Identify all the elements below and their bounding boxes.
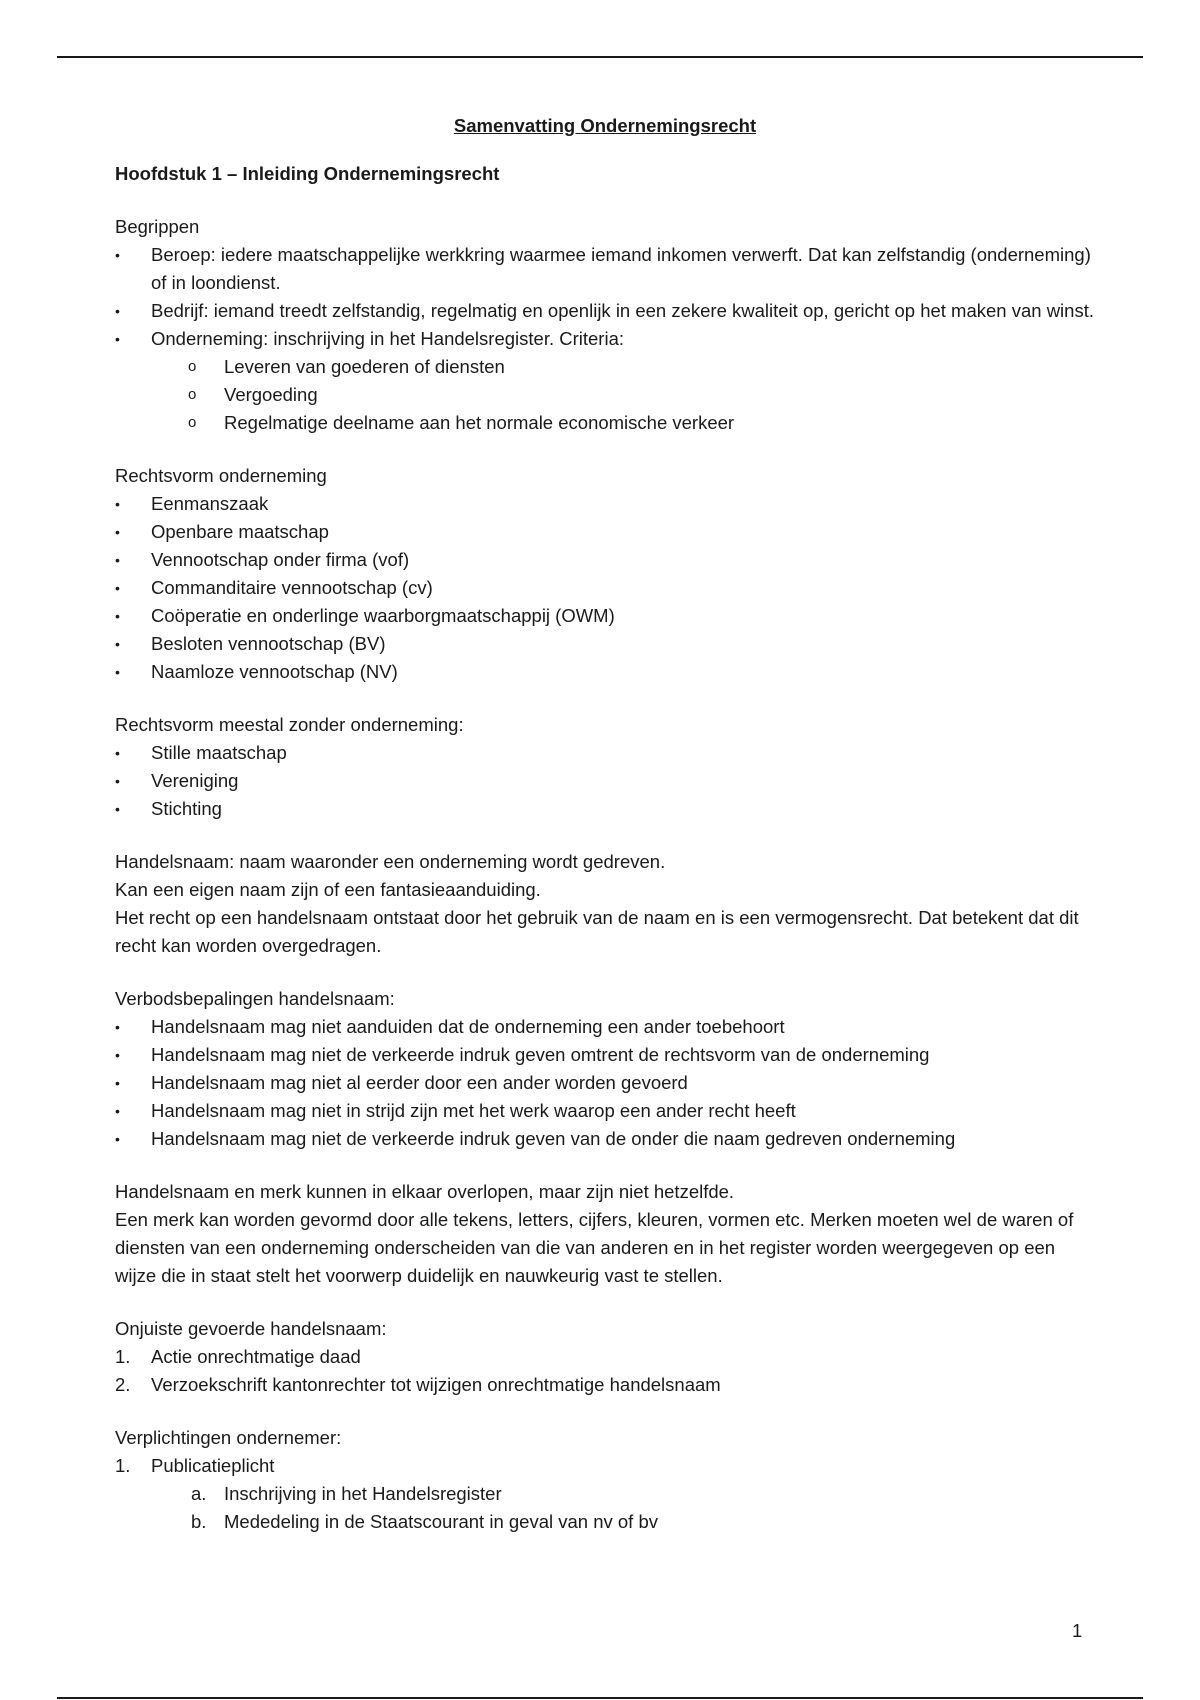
- list-item: [115, 658, 1095, 686]
- list-item-text: Vennootschap onder firma (vof): [151, 549, 410, 570]
- sub-list-item-text: Inschrijving in het Handelsregister: [224, 1483, 502, 1504]
- bullet-icon: •: [115, 745, 120, 761]
- footer-rule: [57, 1697, 1143, 1699]
- list-item-text: Handelsnaam mag niet de verkeerde indruk geven omtrent de rechtsvorm van de onderneming: [151, 1044, 930, 1065]
- list-item-text: Naamloze vennootschap (NV): [151, 661, 398, 682]
- bullet-icon: •: [115, 773, 120, 789]
- list-item-text: Verzoekschrift kantonrechter tot wijzigen onrechtmatige handelsnaam: [151, 1374, 721, 1395]
- sub-list-item: [115, 409, 1095, 437]
- section-merk: [115, 1178, 1095, 1290]
- list-item-text: Stichting: [151, 798, 222, 819]
- list-item: [115, 1452, 1095, 1536]
- numbered-list: [115, 1343, 1095, 1399]
- bullet-icon: •: [115, 1075, 120, 1091]
- list-number: 2.: [115, 1374, 131, 1395]
- section-heading: Verplichtingen ondernemer:: [115, 1427, 342, 1448]
- list-item: [115, 546, 1095, 574]
- section-handelsnaam: [115, 848, 1095, 960]
- sub-list-item-text: Regelmatige deelname aan het normale economische verkeer: [224, 412, 735, 433]
- sub-list-item: [115, 353, 1095, 381]
- list-item: [115, 1097, 1095, 1125]
- bullet-list: [115, 1013, 1095, 1153]
- list-item: [115, 1371, 1095, 1399]
- bullet-icon: •: [115, 636, 120, 652]
- section-verplichtingen: [115, 1424, 1095, 1536]
- bullet-icon: •: [115, 580, 120, 596]
- list-item: [115, 1013, 1095, 1041]
- bullet-icon: •: [115, 303, 120, 319]
- list-item: [115, 1069, 1095, 1097]
- list-item-text: Coöperatie en onderlinge waarborgmaatschappij (OWM): [151, 605, 615, 626]
- list-item: [115, 574, 1095, 602]
- section-verbodsbepalingen: [115, 985, 1095, 1153]
- list-item-text: Eenmanszaak: [151, 493, 269, 514]
- list-letter: a.: [191, 1483, 207, 1504]
- paragraph: Het recht op een handelsnaam ontstaat door het gebruik van de naam en is een vermogensrecht. Dat betekent dat dit recht kan worden overgedragen.: [115, 907, 1079, 956]
- bullet-icon: •: [115, 801, 120, 817]
- paragraph: Handelsnaam: naam waaronder een onderneming wordt gedreven.: [115, 851, 666, 872]
- document-body: [115, 112, 1095, 1561]
- list-item-text: Commanditaire vennootschap (cv): [151, 577, 433, 598]
- list-item-text: Handelsnaam mag niet aanduiden dat de onderneming een ander toebehoort: [151, 1016, 785, 1037]
- list-item: [115, 297, 1095, 325]
- list-number: 1.: [115, 1455, 131, 1476]
- list-item: [115, 795, 1095, 823]
- bullet-list: [115, 490, 1095, 686]
- circle-bullet-icon: o: [188, 386, 197, 403]
- list-item: [115, 602, 1095, 630]
- circle-bullet-icon: o: [188, 414, 197, 431]
- paragraph: Kan een eigen naam zijn of een fantasieaanduiding.: [115, 879, 541, 900]
- list-item-text: Besloten vennootschap (BV): [151, 633, 386, 654]
- list-item: [115, 518, 1095, 546]
- sub-list-item-text: Leveren van goederen of diensten: [224, 356, 505, 377]
- list-item: [115, 1125, 1095, 1153]
- list-item-text: Beroep: iedere maatschappelijke werkkring waarmee iemand inkomen verwerft. Dat kan zelfstandig (onderneming) of in loondienst.: [151, 244, 1091, 293]
- bullet-icon: •: [115, 664, 120, 680]
- sub-list-item: [115, 1508, 1095, 1536]
- document-title: Samenvatting Ondernemingsrecht: [453, 115, 757, 136]
- section-heading: Rechtsvorm meestal zonder onderneming:: [115, 714, 464, 735]
- sub-list-item: [115, 1480, 1095, 1508]
- list-item-text: Handelsnaam mag niet de verkeerde indruk geven van de onder die naam gedreven onderneming: [151, 1128, 956, 1149]
- section-begrippen: [115, 213, 1095, 437]
- section-heading: Verbodsbepalingen handelsnaam:: [115, 988, 395, 1009]
- list-item-text: Openbare maatschap: [151, 521, 329, 542]
- list-letter: b.: [191, 1511, 207, 1532]
- bullet-icon: •: [115, 1047, 120, 1063]
- list-item-text: Onderneming: inschrijving in het Handelsregister. Criteria:: [151, 328, 624, 349]
- list-item-text: Bedrijf: iemand treedt zelfstandig, regelmatig en openlijk in een zekere kwaliteit op, gericht op het maken van winst.: [151, 300, 1094, 321]
- bullet-icon: •: [115, 608, 120, 624]
- list-item: [115, 739, 1095, 767]
- list-item: [115, 630, 1095, 658]
- list-item: [115, 1041, 1095, 1069]
- bullet-list: [115, 241, 1095, 437]
- section-heading: Begrippen: [115, 216, 200, 237]
- paragraph: Handelsnaam en merk kunnen in elkaar overlopen, maar zijn niet hetzelfde.: [115, 1181, 735, 1202]
- page-number: 1: [1072, 1620, 1083, 1641]
- circle-bullet-icon: o: [188, 358, 197, 375]
- list-number: 1.: [115, 1346, 131, 1367]
- list-item-text: Publicatieplicht: [151, 1455, 275, 1476]
- section-heading: Onjuiste gevoerde handelsnaam:: [115, 1318, 387, 1339]
- list-item: [115, 767, 1095, 795]
- header-rule: [57, 56, 1143, 58]
- list-item: [115, 241, 1095, 297]
- section-rechtsvorm: [115, 462, 1095, 686]
- bullet-icon: •: [115, 1131, 120, 1147]
- list-item-text: Handelsnaam mag niet in strijd zijn met het werk waarop een ander recht heeft: [151, 1100, 796, 1121]
- bullet-icon: •: [115, 552, 120, 568]
- list-item-text: Actie onrechtmatige daad: [151, 1346, 361, 1367]
- sub-list-item-text: Mededeling in de Staatscourant in geval van nv of bv: [224, 1511, 659, 1532]
- chapter-heading: Hoofdstuk 1 – Inleiding Ondernemingsrecht: [115, 163, 500, 184]
- list-item-text: Stille maatschap: [151, 742, 287, 763]
- section-onjuiste-handelsnaam: [115, 1315, 1095, 1399]
- bullet-icon: •: [115, 524, 120, 540]
- sub-list: [115, 1480, 1095, 1536]
- bullet-icon: •: [115, 331, 120, 347]
- paragraph: Een merk kan worden gevormd door alle tekens, letters, cijfers, kleuren, vormen etc. Merken moeten wel de waren of diensten van een onderneming onderscheiden van die van anderen en in het register worden weergegeven op een wijze die in staat stelt het voorwerp duidelijk en nauwkeurig vast te stellen.: [115, 1209, 1074, 1286]
- section-heading: Rechtsvorm onderneming: [115, 465, 327, 486]
- bullet-icon: •: [115, 247, 120, 263]
- list-item-text: Vereniging: [151, 770, 239, 791]
- sub-list-item: [115, 381, 1095, 409]
- list-item: [115, 1343, 1095, 1371]
- list-item-text: Handelsnaam mag niet al eerder door een ander worden gevoerd: [151, 1072, 688, 1093]
- section-zonder-onderneming: [115, 711, 1095, 823]
- bullet-icon: •: [115, 1019, 120, 1035]
- bullet-icon: •: [115, 496, 120, 512]
- bullet-list: [115, 739, 1095, 823]
- list-item: [115, 490, 1095, 518]
- sub-list-item-text: Vergoeding: [224, 384, 318, 405]
- sub-list: [115, 353, 1095, 437]
- numbered-list: [115, 1452, 1095, 1536]
- list-item: [115, 325, 1095, 437]
- bullet-icon: •: [115, 1103, 120, 1119]
